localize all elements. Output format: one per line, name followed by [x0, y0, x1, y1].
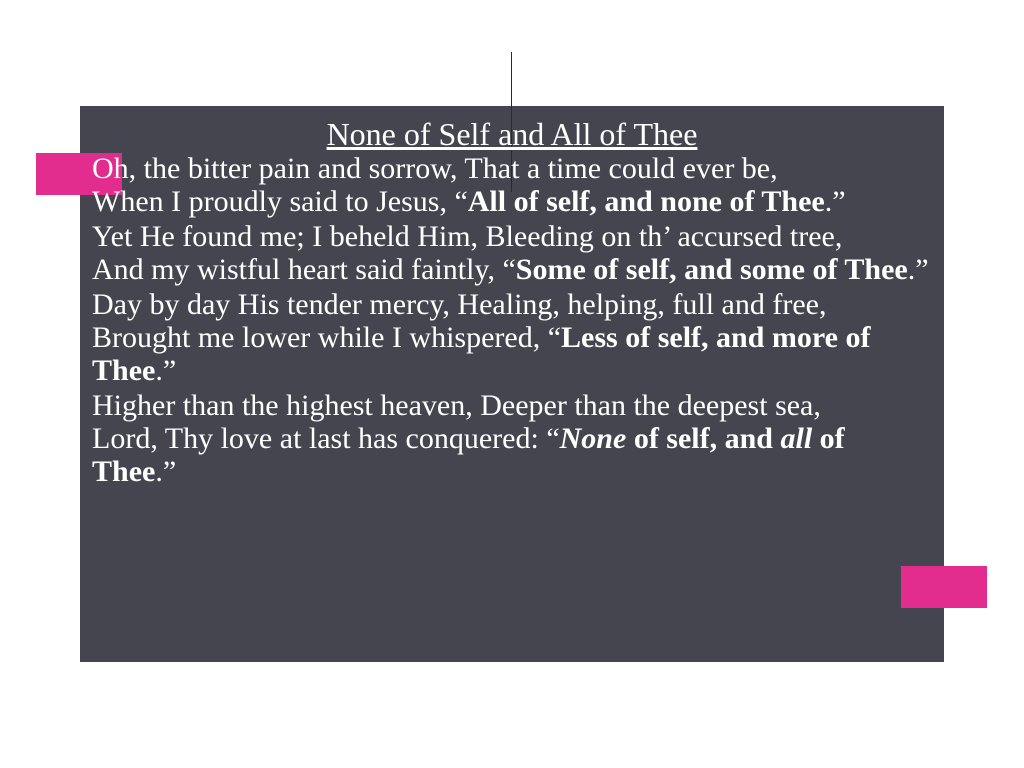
hymn-text: [92, 116, 932, 490]
stanza-4-line-2-end: .”: [155, 455, 177, 488]
stanza-4-refrain-none: None: [559, 422, 627, 455]
stanza-4-refrain-mid: of self, and: [626, 422, 781, 455]
stanza-4: [92, 389, 932, 488]
stanza-4-refrain-all: all: [780, 422, 813, 455]
accent-block-right: [901, 566, 987, 608]
stanza-1: [92, 152, 932, 218]
stanza-2-line-2-plain: And my wistful heart said faintly, “: [92, 253, 516, 286]
stanza-2: [92, 220, 932, 286]
stanza-3: [92, 288, 932, 387]
stanza-4-line-1: Higher than the highest heaven, Deeper than the deepest sea,: [92, 389, 821, 422]
stanza-3-line-2-plain: Brought me lower while I whispered, “: [92, 321, 562, 354]
stanza-3-line-2-end: .”: [155, 354, 177, 387]
stanza-3-line-2: [92, 321, 932, 387]
stanza-1-line-1: Oh, the bitter pain and sorrow, That a time could ever be,: [92, 152, 778, 185]
hymn-title: None of Self and All of Thee: [326, 116, 698, 152]
stanza-3-refrain: Less of self, and more of Thee: [92, 321, 871, 387]
stanza-1-line-2: [92, 185, 932, 218]
stanza-2-line-2-end: .”: [907, 253, 929, 286]
stanza-1-line-2-end: .”: [824, 185, 846, 218]
stanza-4-line-2-plain: Lord, Thy love at last has conquered: “: [92, 422, 560, 455]
stanza-1-refrain: All of self, and none of Thee: [467, 185, 825, 218]
stanza-2-refrain: Some of self, and some of Thee: [515, 253, 908, 286]
stanza-3-line-1: Day by day His tender mercy, Healing, helping, full and free,: [92, 288, 827, 321]
stanza-4-refrain-tail: of Thee: [92, 422, 845, 488]
stanza-2-line-1: Yet He found me; I beheld Him, Bleeding on th’ accursed tree,: [92, 220, 843, 253]
stanza-1-line-2-plain: When I proudly said to Jesus, “: [92, 185, 468, 218]
stanza-4-line-2: [92, 422, 932, 488]
stanza-2-line-2: [92, 253, 932, 286]
